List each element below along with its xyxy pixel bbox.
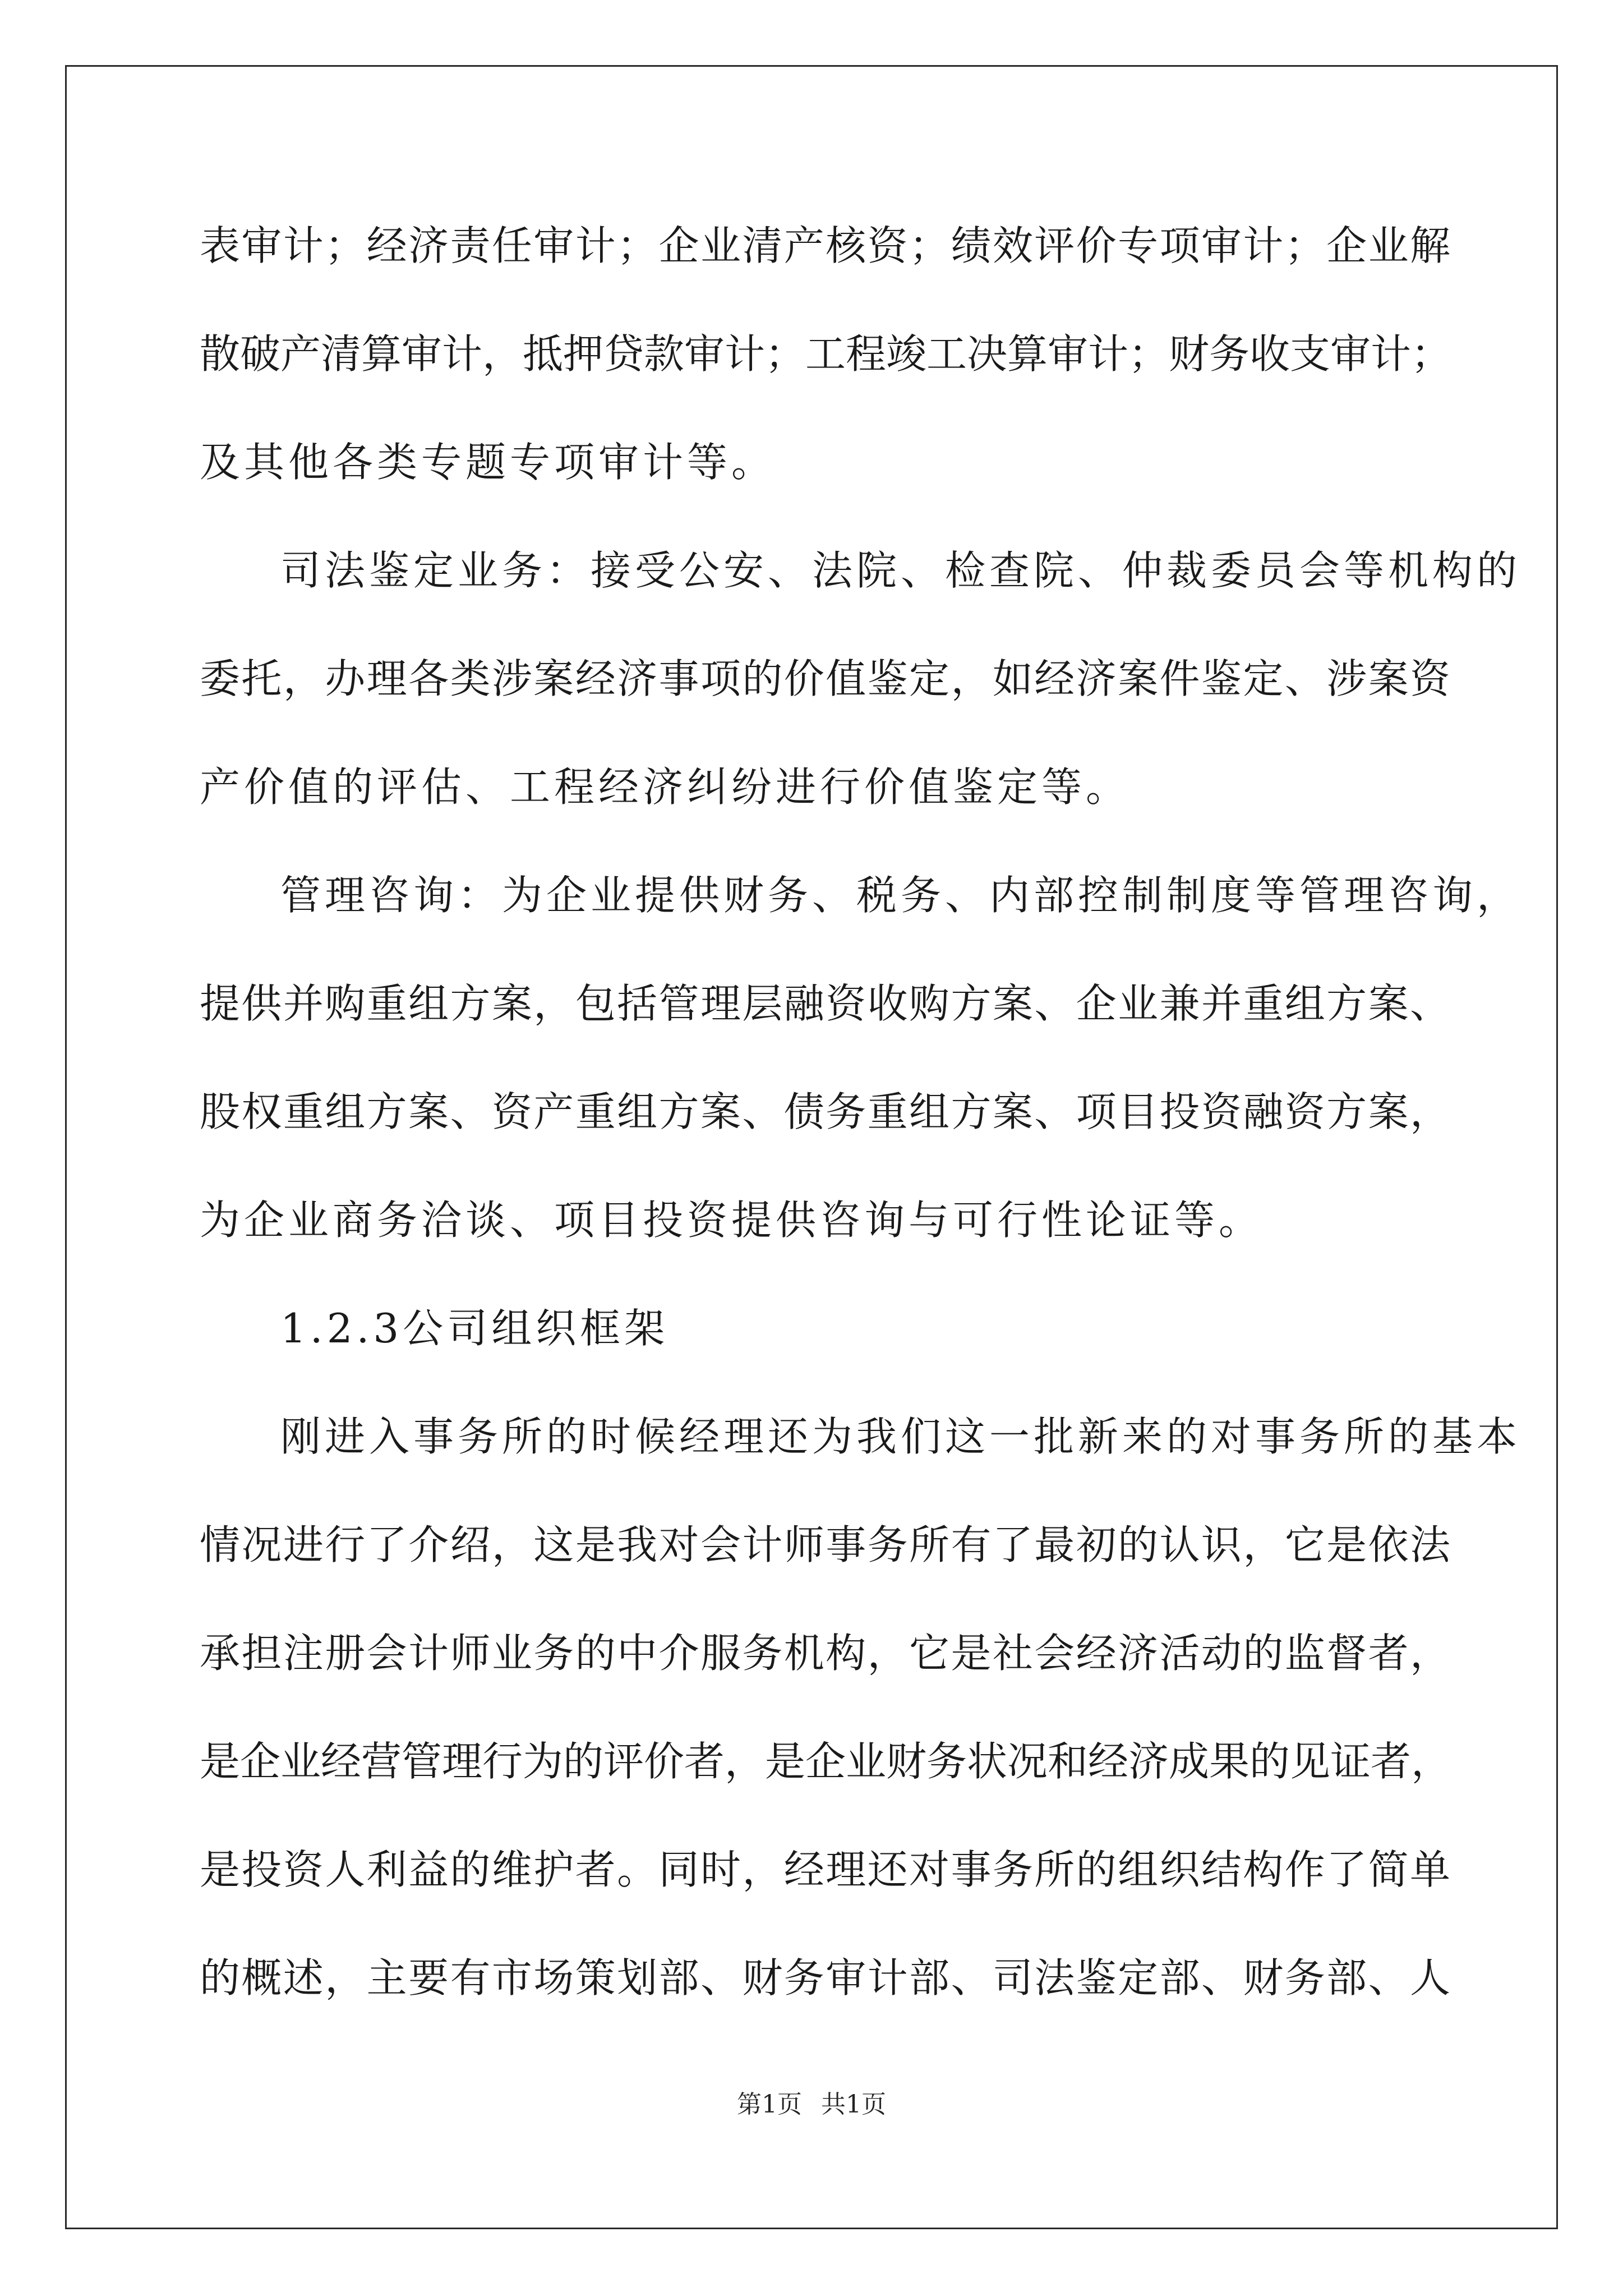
paragraph-start-line: 管理咨询：为企业提供财务、税务、内部控制制度等管理咨询，	[280, 872, 1521, 919]
page-border	[65, 65, 1558, 2229]
text-line: 产价值的评估、工程经济纠纷进行价值鉴定等。	[200, 763, 1131, 811]
text-line: 表审计；经济责任审计；企业清产核资；绩效评价专项审计；企业解	[200, 222, 1450, 269]
page-total: 共1页	[821, 2090, 886, 2119]
text-line: 情况进行了介绍，这是我对会计师事务所有了最初的认识，它是依法	[200, 1521, 1450, 1568]
text-line: 委托，办理各类涉案经济事项的价值鉴定，如经济案件鉴定、涉案资	[200, 655, 1450, 702]
text-line: 股权重组方案、资产重组方案、债务重组方案、项目投资融资方案，	[200, 1088, 1450, 1135]
paragraph-start-line: 刚进入事务所的时候经理还为我们这一批新来的对事务所的基本	[280, 1413, 1521, 1460]
page-footer	[0, 2088, 1623, 2122]
text-line: 的概述，主要有市场策划部、财务审计部、司法鉴定部、财务部、人	[200, 1954, 1450, 2001]
paragraph-start-line: 司法鉴定业务：接受公安、法院、检查院、仲裁委员会等机构的	[280, 547, 1521, 594]
text-line: 承担注册会计师业务的中介服务机构，它是社会经济活动的监督者，	[200, 1630, 1450, 1677]
text-line: 是企业经营管理行为的评价者，是企业财务状况和经济成果的见证者，	[200, 1738, 1452, 1785]
page-number: 第1页	[737, 2090, 802, 2119]
text-line: 是投资人利益的维护者。同时，经理还对事务所的组织结构作了简单	[200, 1846, 1450, 1893]
text-line: 提供并购重组方案，包括管理层融资收购方案、企业兼并重组方案、	[200, 980, 1450, 1027]
section-heading: 1.2.3公司组织框架	[280, 1305, 669, 1352]
text-line: 及其他各类专题专项审计等。	[200, 439, 776, 486]
text-line: 散破产清算审计，抵押贷款审计；工程竣工决算审计；财务收支审计；	[200, 330, 1452, 378]
text-line: 为企业商务洽谈、项目投资提供咨询与可行性论证等。	[200, 1197, 1264, 1244]
